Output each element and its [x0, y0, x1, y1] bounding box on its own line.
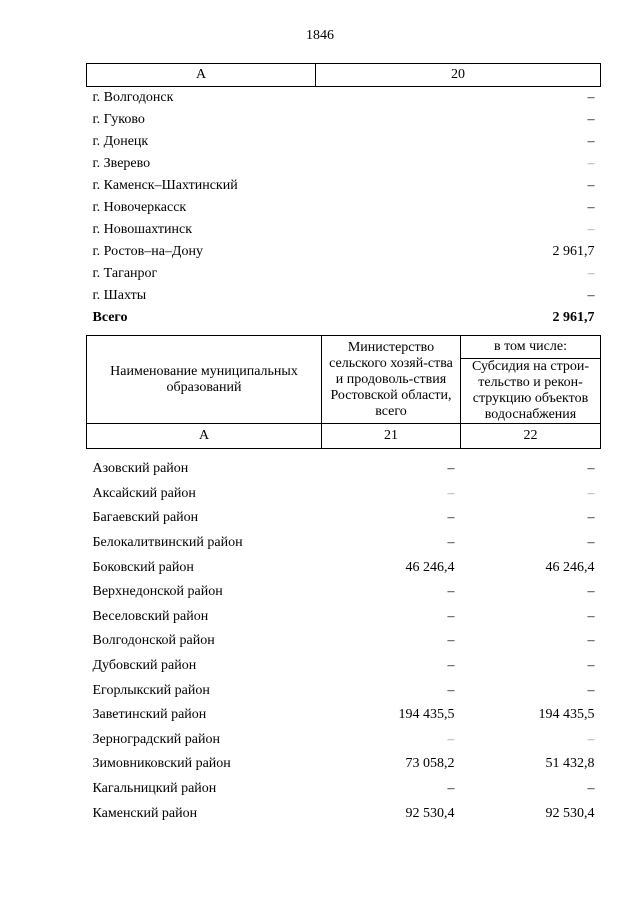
table-header-row	[87, 64, 601, 87]
table-ministry-agriculture	[86, 335, 601, 826]
row-value-22: –	[587, 682, 595, 698]
row-value: –	[587, 266, 595, 281]
row-value-21: 194 435,5	[398, 707, 455, 723]
row-name: г. Гуково	[92, 112, 145, 127]
table-row	[87, 678, 601, 703]
row-name: г. Ростов–на–Дону	[92, 244, 203, 259]
header-including: в том числе:	[461, 336, 601, 359]
row-value: 2 961,7	[552, 244, 595, 259]
row-value: –	[587, 112, 595, 127]
row-name: Зерноградский район	[92, 731, 220, 747]
row-value-21: 46 246,4	[405, 559, 455, 575]
row-name: Белокалитвинский район	[92, 535, 243, 551]
table-header-row	[87, 336, 601, 359]
row-value-21: –	[447, 461, 455, 477]
row-name: Боковский район	[92, 559, 194, 575]
row-value: –	[587, 288, 595, 303]
row-value-22: –	[587, 461, 595, 477]
row-value-21: –	[447, 731, 455, 747]
row-name: г. Таганрог	[92, 266, 158, 281]
row-value-22: –	[587, 485, 595, 501]
total-label: Всего	[92, 310, 128, 325]
table-row	[87, 801, 601, 826]
row-value-21: –	[447, 608, 455, 624]
table-row	[87, 654, 601, 679]
row-value: –	[587, 134, 595, 149]
row-value-21: –	[447, 485, 455, 501]
row-value-22: –	[587, 535, 595, 551]
table-row	[87, 703, 601, 728]
row-value-22: 51 432,8	[545, 756, 595, 772]
row-name: г. Каменск–Шахтинский	[92, 178, 238, 193]
row-name: Кагальницкий район	[92, 781, 217, 797]
table-row	[87, 109, 601, 131]
header-num-21: 21	[322, 424, 461, 449]
row-name: Азовский район	[92, 461, 189, 477]
table-row	[87, 506, 601, 531]
table-row	[87, 131, 601, 153]
row-value-21: –	[447, 633, 455, 649]
row-value-22: 194 435,5	[538, 707, 595, 723]
row-name: г. Новошахтинск	[92, 222, 193, 237]
row-value-21: –	[447, 682, 455, 698]
row-name: г. Зверево	[92, 156, 151, 171]
table-row	[87, 728, 601, 753]
table-continuation	[86, 63, 601, 329]
row-name: г. Шахты	[92, 288, 147, 303]
table-row	[87, 263, 601, 285]
table-row	[87, 197, 601, 219]
table-row	[87, 175, 601, 197]
row-value-22: 46 246,4	[545, 559, 595, 575]
row-value-22: –	[587, 633, 595, 649]
header-subsidy-water: Субсидия на строи-тельство и рекон-струкцию объектов водоснабжения	[461, 359, 601, 424]
row-value-21: –	[447, 584, 455, 600]
table-row	[87, 87, 601, 110]
total-value: 2 961,7	[552, 310, 595, 325]
row-value: –	[587, 222, 595, 237]
row-value: –	[587, 90, 595, 105]
table-row	[87, 555, 601, 580]
table-row	[87, 219, 601, 241]
table-row	[87, 777, 601, 802]
row-name: Заветинский район	[92, 707, 207, 723]
row-name: Каменский район	[92, 805, 198, 821]
header-col-a: А	[87, 64, 316, 87]
row-value: –	[587, 156, 595, 171]
row-value-22: –	[587, 658, 595, 674]
row-value-21: –	[447, 658, 455, 674]
table-row	[87, 605, 601, 630]
row-name: Верхнедонской район	[92, 584, 223, 600]
row-value-21: 73 058,2	[405, 756, 455, 772]
header-ministry-total: Министерство сельского хозяй-ства и продоволь-ствия Ростовской области, всего	[322, 336, 461, 424]
row-value-22: –	[587, 510, 595, 526]
row-value-21: –	[447, 781, 455, 797]
table-row	[87, 241, 601, 263]
table-row	[87, 285, 601, 307]
row-name: г. Донецк	[92, 134, 149, 149]
row-value-22: –	[587, 731, 595, 747]
page-number: 1846	[306, 28, 334, 43]
row-value-22: 92 530,4	[545, 805, 595, 821]
table-row	[87, 457, 601, 482]
row-value-21: 92 530,4	[405, 805, 455, 821]
table-row	[87, 482, 601, 507]
row-name: Веселовский район	[92, 608, 209, 624]
total-row	[87, 307, 601, 329]
table-row	[87, 531, 601, 556]
row-name: г. Волгодонск	[92, 90, 174, 105]
header-letter-a: А	[87, 424, 322, 449]
row-value: –	[587, 200, 595, 215]
row-value-21: –	[447, 535, 455, 551]
row-value-22: –	[587, 781, 595, 797]
header-col-20: 20	[316, 64, 601, 87]
row-name: Дубовский район	[92, 658, 197, 674]
row-name: Волгодонской район	[92, 633, 215, 649]
table-row	[87, 629, 601, 654]
table-row	[87, 580, 601, 605]
row-value-22: –	[587, 584, 595, 600]
row-value-21: –	[447, 510, 455, 526]
table-column-numbers	[87, 424, 601, 449]
row-value-22: –	[587, 608, 595, 624]
row-name: Аксайский район	[92, 485, 196, 501]
table-row	[87, 153, 601, 175]
row-value: –	[587, 178, 595, 193]
spacer-row	[87, 449, 601, 458]
row-name: г. Новочеркасск	[92, 200, 187, 215]
row-name: Багаевский район	[92, 510, 199, 526]
row-name: Егорлыкский район	[92, 682, 210, 698]
row-name: Зимовниковский район	[92, 756, 231, 772]
header-municipality: Наименование муниципальных образований	[87, 336, 322, 424]
header-num-22: 22	[461, 424, 601, 449]
table-row	[87, 752, 601, 777]
